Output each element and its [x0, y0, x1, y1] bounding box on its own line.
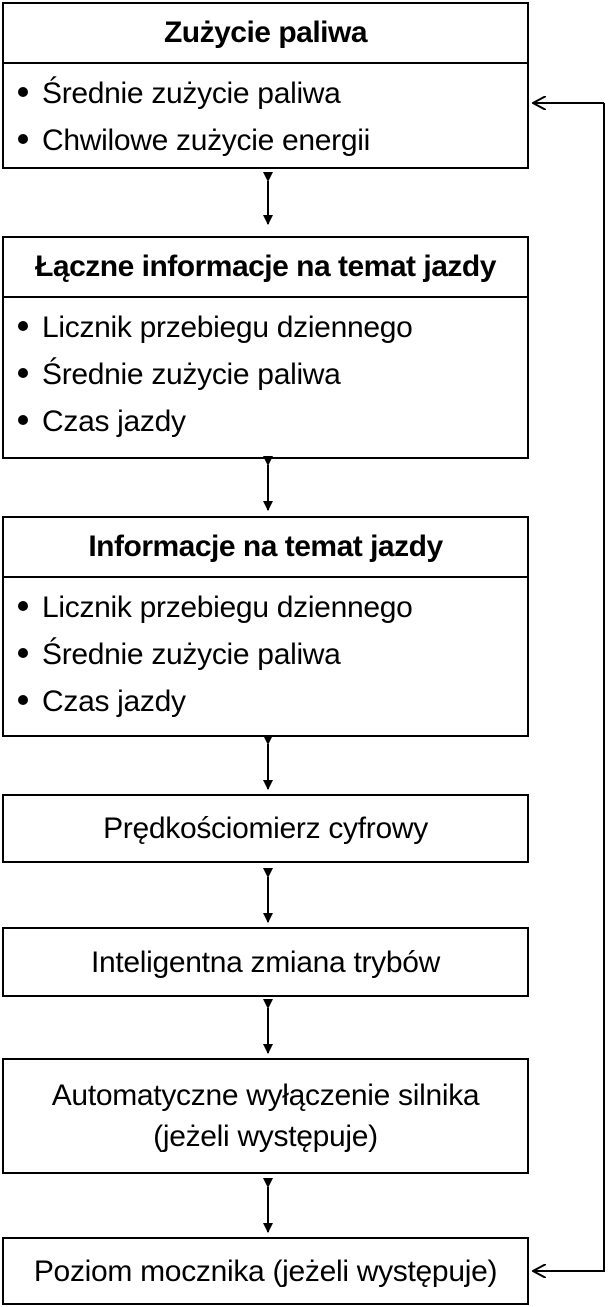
list-item: Czas jazdy	[18, 678, 527, 725]
list-item: Czas jazdy	[18, 398, 527, 445]
box-urea-level-label: Poziom mocznika (jeżeli występuje)	[33, 1254, 498, 1288]
box-cumulative-trip-info-title: Łączne informacje na temat jazdy	[4, 238, 527, 298]
loop-back-connector	[533, 103, 604, 1271]
box-fuel-consumption-title: Zużycie paliwa	[4, 4, 527, 64]
list-item: Średnie zużycie paliwa	[18, 351, 527, 398]
box-trip-info-title: Informacje na temat jazdy	[4, 518, 527, 578]
box-digital-speedometer-label: Prędkościomierz cyfrowy	[103, 812, 428, 845]
list-item: Średnie zużycie paliwa	[18, 70, 527, 117]
box-intelligent-mode-change-label: Inteligentna zmiana trybów	[90, 945, 441, 979]
list-item: Licznik przebiegu dziennego	[18, 584, 527, 631]
box-auto-engine-stop-label: Automatyczne wyłączenie silnika	[51, 1079, 480, 1112]
list-item: Średnie zużycie paliwa	[18, 631, 527, 678]
list-item: Licznik przebiegu dziennego	[18, 304, 527, 351]
box-auto-engine-stop-note: (jeżeli występuje)	[153, 1120, 378, 1153]
list-item: Chwilowe zużycie energii	[18, 117, 527, 164]
